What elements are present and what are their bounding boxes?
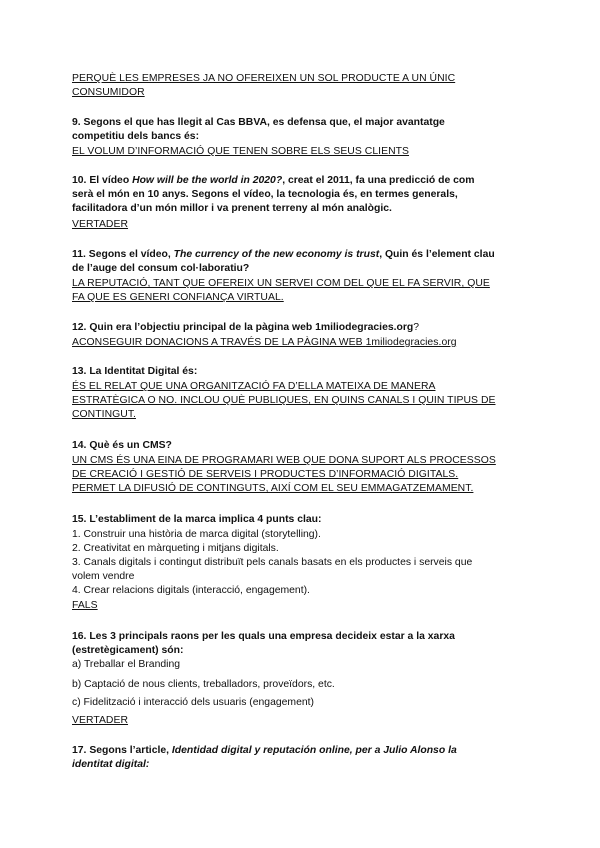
question-10-line-2: serà el món en 10 anys. Segons el vídeo, la tecnologia és, en termes generals,: [72, 189, 458, 200]
list-item: 2. Creativitat en màrqueting i mitjans digitals.: [72, 543, 279, 554]
intro-answer-line-2: CONSUMIDOR: [72, 87, 145, 98]
question-9-line-1: 9. Segons el que has llegit al Cas BBVA, es defensa que, el major avantatge: [72, 117, 445, 128]
answer-12-line-1: [72, 336, 532, 350]
answer-12: [72, 336, 532, 350]
question-12-line-1: [72, 321, 532, 335]
answer-13-line-3: CONTINGUT.: [72, 409, 136, 420]
question-15-items: [72, 528, 532, 598]
answer-14-line-3: PERMET LA DIFUSIÓ DE CONTINGUTS, AIXÍ COM EL SEU EMMAGATZEMAMENT.: [72, 483, 474, 494]
list-item: 3. Canals digitals i contingut distribuït pels canals basats en els productes i serveis que: [72, 557, 473, 568]
question-10-prefix: 10. El vídeo: [72, 175, 133, 186]
article-title: Identidad digital y reputación online: [171, 745, 350, 756]
answer-13-line-2: ESTRATÈGICA O NO. INCLOU QUÈ PUBLIQUES, EN QUINS CANALS I QUIN TIPUS DE: [72, 395, 496, 406]
question-16-option-a: [72, 658, 532, 672]
answer-12-site: 1miliodegracies.org: [365, 337, 457, 348]
answer-16: [72, 714, 532, 728]
question-11: [72, 248, 532, 276]
question-13-text: 13. La Identitat Digital és:: [72, 366, 198, 377]
question-17-suffix: , per a Julio Alonso la: [349, 745, 457, 756]
question-10-line-3: facilitadora d’un món millor i va prenent terreny al món analògic.: [72, 203, 392, 214]
list-item: c) Fidelització i interacció dels usuaris (engagement): [72, 697, 314, 708]
question-17-line-1: [72, 744, 532, 758]
question-9-line-2: competitiu dels bancs és:: [72, 131, 200, 142]
question-16: [72, 630, 532, 658]
list-item: volem vendre: [72, 571, 135, 582]
video-title-2020: How will be the world in 2020?: [132, 175, 283, 186]
answer-10-text: VERTADER: [72, 219, 129, 230]
answer-10: [72, 218, 532, 232]
intro-answer: [72, 72, 532, 100]
answer-11-line-2: FA QUE ES GENERI CONFIANÇA VIRTUAL.: [72, 292, 284, 303]
answer-15-text: FALS: [72, 600, 98, 611]
answer-14-line-2: DE CREACIÓ I GESTIÓ DE SERVEIS I PRODUCTES D’INFORMACIÓ DIGITALS.: [72, 469, 459, 480]
answer-14-line-1: UN CMS ÉS UNA EINA DE PROGRAMARI WEB QUE DONA SUPORT ALS PROCESSOS: [72, 455, 496, 466]
answer-15: [72, 599, 532, 613]
question-11-prefix: 11. Segons el vídeo,: [72, 249, 174, 260]
video-title-trust: The currency of the new economy is trust: [173, 249, 380, 260]
question-15: [72, 513, 532, 527]
question-12-text: 12. Quin era l’objectiu principal de la pàgina web 1miliodegracies.org: [72, 322, 414, 333]
question-16-line-2: (estretègicament) són:: [72, 645, 184, 656]
question-10: [72, 174, 532, 216]
answer-13: [72, 380, 532, 422]
answer-9: [72, 145, 532, 159]
question-9: [72, 116, 532, 144]
question-17: [72, 744, 532, 772]
question-15-text: 15. L’establiment de la marca implica 4 punts clau:: [72, 514, 322, 525]
question-16-option-c: [72, 696, 532, 710]
intro-answer-line-1: PERQUÈ LES EMPRESES JA NO OFEREIXEN UN SOL PRODUCTE A UN ÚNIC: [72, 73, 456, 84]
question-17-line-2: identitat digital:: [72, 759, 150, 770]
list-item: b) Captació de nous clients, treballadors, proveïdors, etc.: [72, 679, 335, 690]
list-item: 1. Construir una història de marca digital (storytelling).: [72, 529, 321, 540]
list-item: a) Treballar el Branding: [72, 659, 181, 670]
question-10-line-1: [72, 174, 532, 188]
question-14: [72, 439, 532, 453]
question-16-line-1: 16. Les 3 principals raons per les quals una empresa decideix estar a la xarxa: [72, 631, 455, 642]
answer-13-line-1: ÉS EL RELAT QUE UNA ORGANITZACIÓ FA D’ELLA MATEIXA DE MANERA: [72, 381, 436, 392]
question-11-suffix: , Quin és l’element clau: [379, 249, 495, 260]
list-item: 4. Crear relacions digitals (interacció, engagement).: [72, 585, 310, 596]
question-11-line-1: [72, 248, 532, 262]
question-16-option-b: [72, 678, 532, 692]
answer-16-text: VERTADER: [72, 715, 129, 726]
answer-9-text: EL VOLUM D’INFORMACIÓ QUE TENEN SOBRE ELS SEUS CLIENTS: [72, 146, 410, 157]
question-14-text: 14. Què és un CMS?: [72, 440, 172, 451]
answer-14: [72, 454, 532, 496]
answer-11: [72, 277, 532, 305]
answer-12-caps: ACONSEGUIR DONACIONS A TRAVÉS DE LA PÀGINA WEB: [72, 337, 366, 348]
question-11-line-2: de l’auge del consum col·laboratiu?: [72, 263, 250, 274]
question-12: [72, 321, 532, 335]
question-13: [72, 365, 532, 379]
question-10-suffix: , creat el 2011, fa una predicció de com: [282, 175, 475, 186]
answer-11-line-1: LA REPUTACIÓ, TANT QUE OFEREIX UN SERVEI COM DEL QUE EL FA SERVIR, QUE: [72, 278, 490, 289]
question-12-mark: ?: [413, 322, 420, 333]
question-17-prefix: 17. Segons l’article,: [72, 745, 172, 756]
